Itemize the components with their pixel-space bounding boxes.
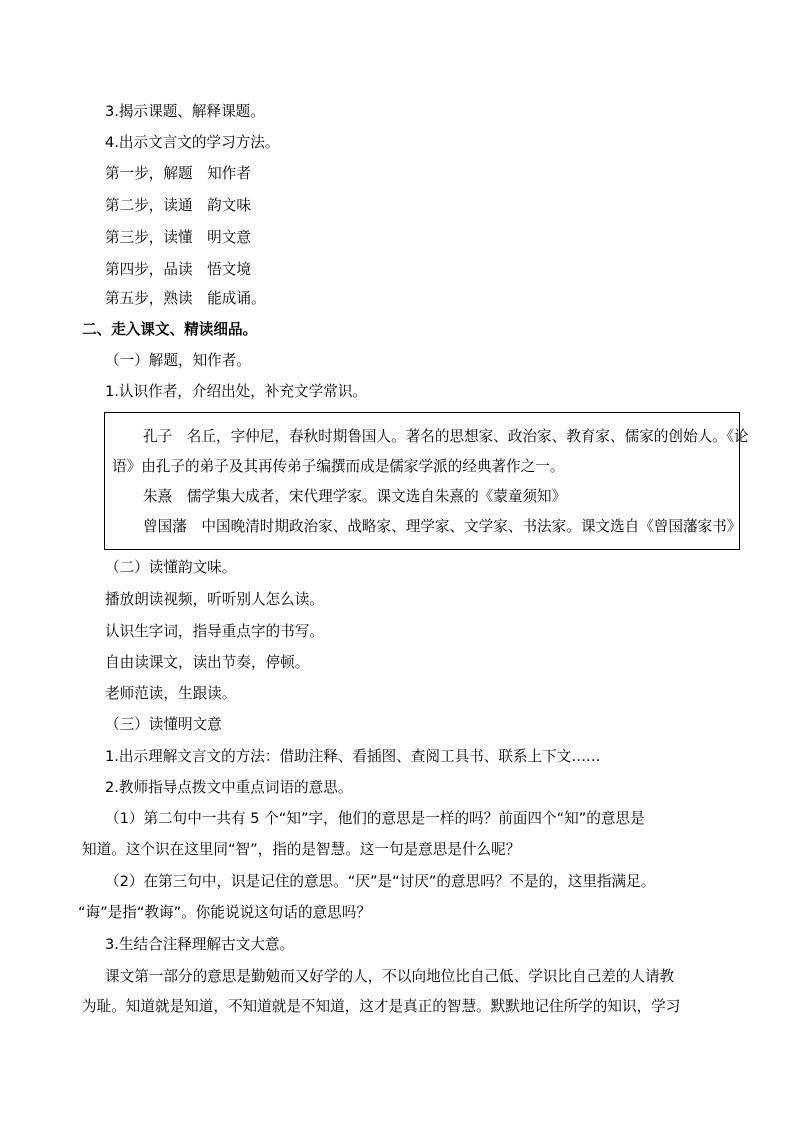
paragraph: 第二步，读通 韵文味: [105, 197, 251, 214]
paragraph: 第四步，品读 悟文境: [105, 261, 251, 278]
paragraph: 1.出示理解文言文的方法：借助注释、看插图、查阅工具书、联系上下文……: [105, 748, 601, 765]
subsection-heading: （一）解题，知作者。: [105, 352, 251, 369]
paragraph: 认识生字词，指导重点字的书写。: [105, 623, 324, 640]
paragraph: “诲”是指“教诲”。你能说说这句话的意思吗？: [78, 904, 371, 921]
paragraph: 第五步，熟读 能成诵。: [105, 290, 266, 307]
paragraph: 第三步，读懂 明文意: [105, 229, 251, 246]
paragraph: 4.出示文言文的学习方法。: [105, 134, 280, 151]
box-text: 语》由孔子的弟子及其再传弟子编撰而成是儒家学派的经典著作之一。: [112, 458, 565, 475]
paragraph: 第一步，解题 知作者: [105, 165, 251, 182]
paragraph: 为耻。知道就是知道，不知道就是不知道，这才是真正的智慧。默默地记住所学的知识，学习: [82, 998, 681, 1015]
box-text: 朱熹 儒学集大成者，宋代理学家。课文选自朱熹的《蒙童须知》: [143, 488, 567, 505]
paragraph: （1）第二句中一共有 5 个“知”字，他们的意思是一样的吗？前面四个“知”的意思是: [105, 810, 645, 827]
box-text: 孔子 名丘，字仲尼，春秋时期鲁国人。著名的思想家、政治家、教育家、儒家的创始人。《论: [143, 428, 749, 445]
paragraph: 知道。这个识在这里同“智”，指的是智慧。这一句是意思是什么呢？: [82, 841, 521, 858]
paragraph: 2.教师指导点拨文中重点词语的意思。: [105, 779, 353, 796]
paragraph: 课文第一部分的意思是勤勉而又好学的人，不以向地位比自己低、学识比自己差的人请教: [105, 968, 675, 985]
paragraph: 自由读课文，读出节奏，停顿。: [105, 654, 310, 671]
section-heading: 二、走入课文、精读细品。: [82, 321, 258, 338]
paragraph: 老师范读，生跟读。: [105, 685, 237, 702]
box-text: 曾国藩 中国晚清时期政治家、战略家、理学家、文学家、书法家。课文选自《曾国藩家书》: [143, 518, 742, 535]
paragraph: 1.认识作者，介绍出处，补充文学常识。: [105, 383, 368, 400]
subsection-heading: （三）读懂明文意: [105, 716, 222, 733]
paragraph: 播放朗读视频，听听别人怎么读。: [105, 591, 324, 608]
paragraph: （2）在第三句中，识是记住的意思。“厌”是“讨厌”的意思吗？不是的，这里指满足。: [105, 873, 656, 890]
paragraph: 3.生结合注释理解古文大意。: [105, 936, 295, 953]
subsection-heading: （二）读懂韵文味。: [105, 559, 237, 576]
paragraph: 3.揭示课题、解释课题。: [105, 103, 265, 120]
